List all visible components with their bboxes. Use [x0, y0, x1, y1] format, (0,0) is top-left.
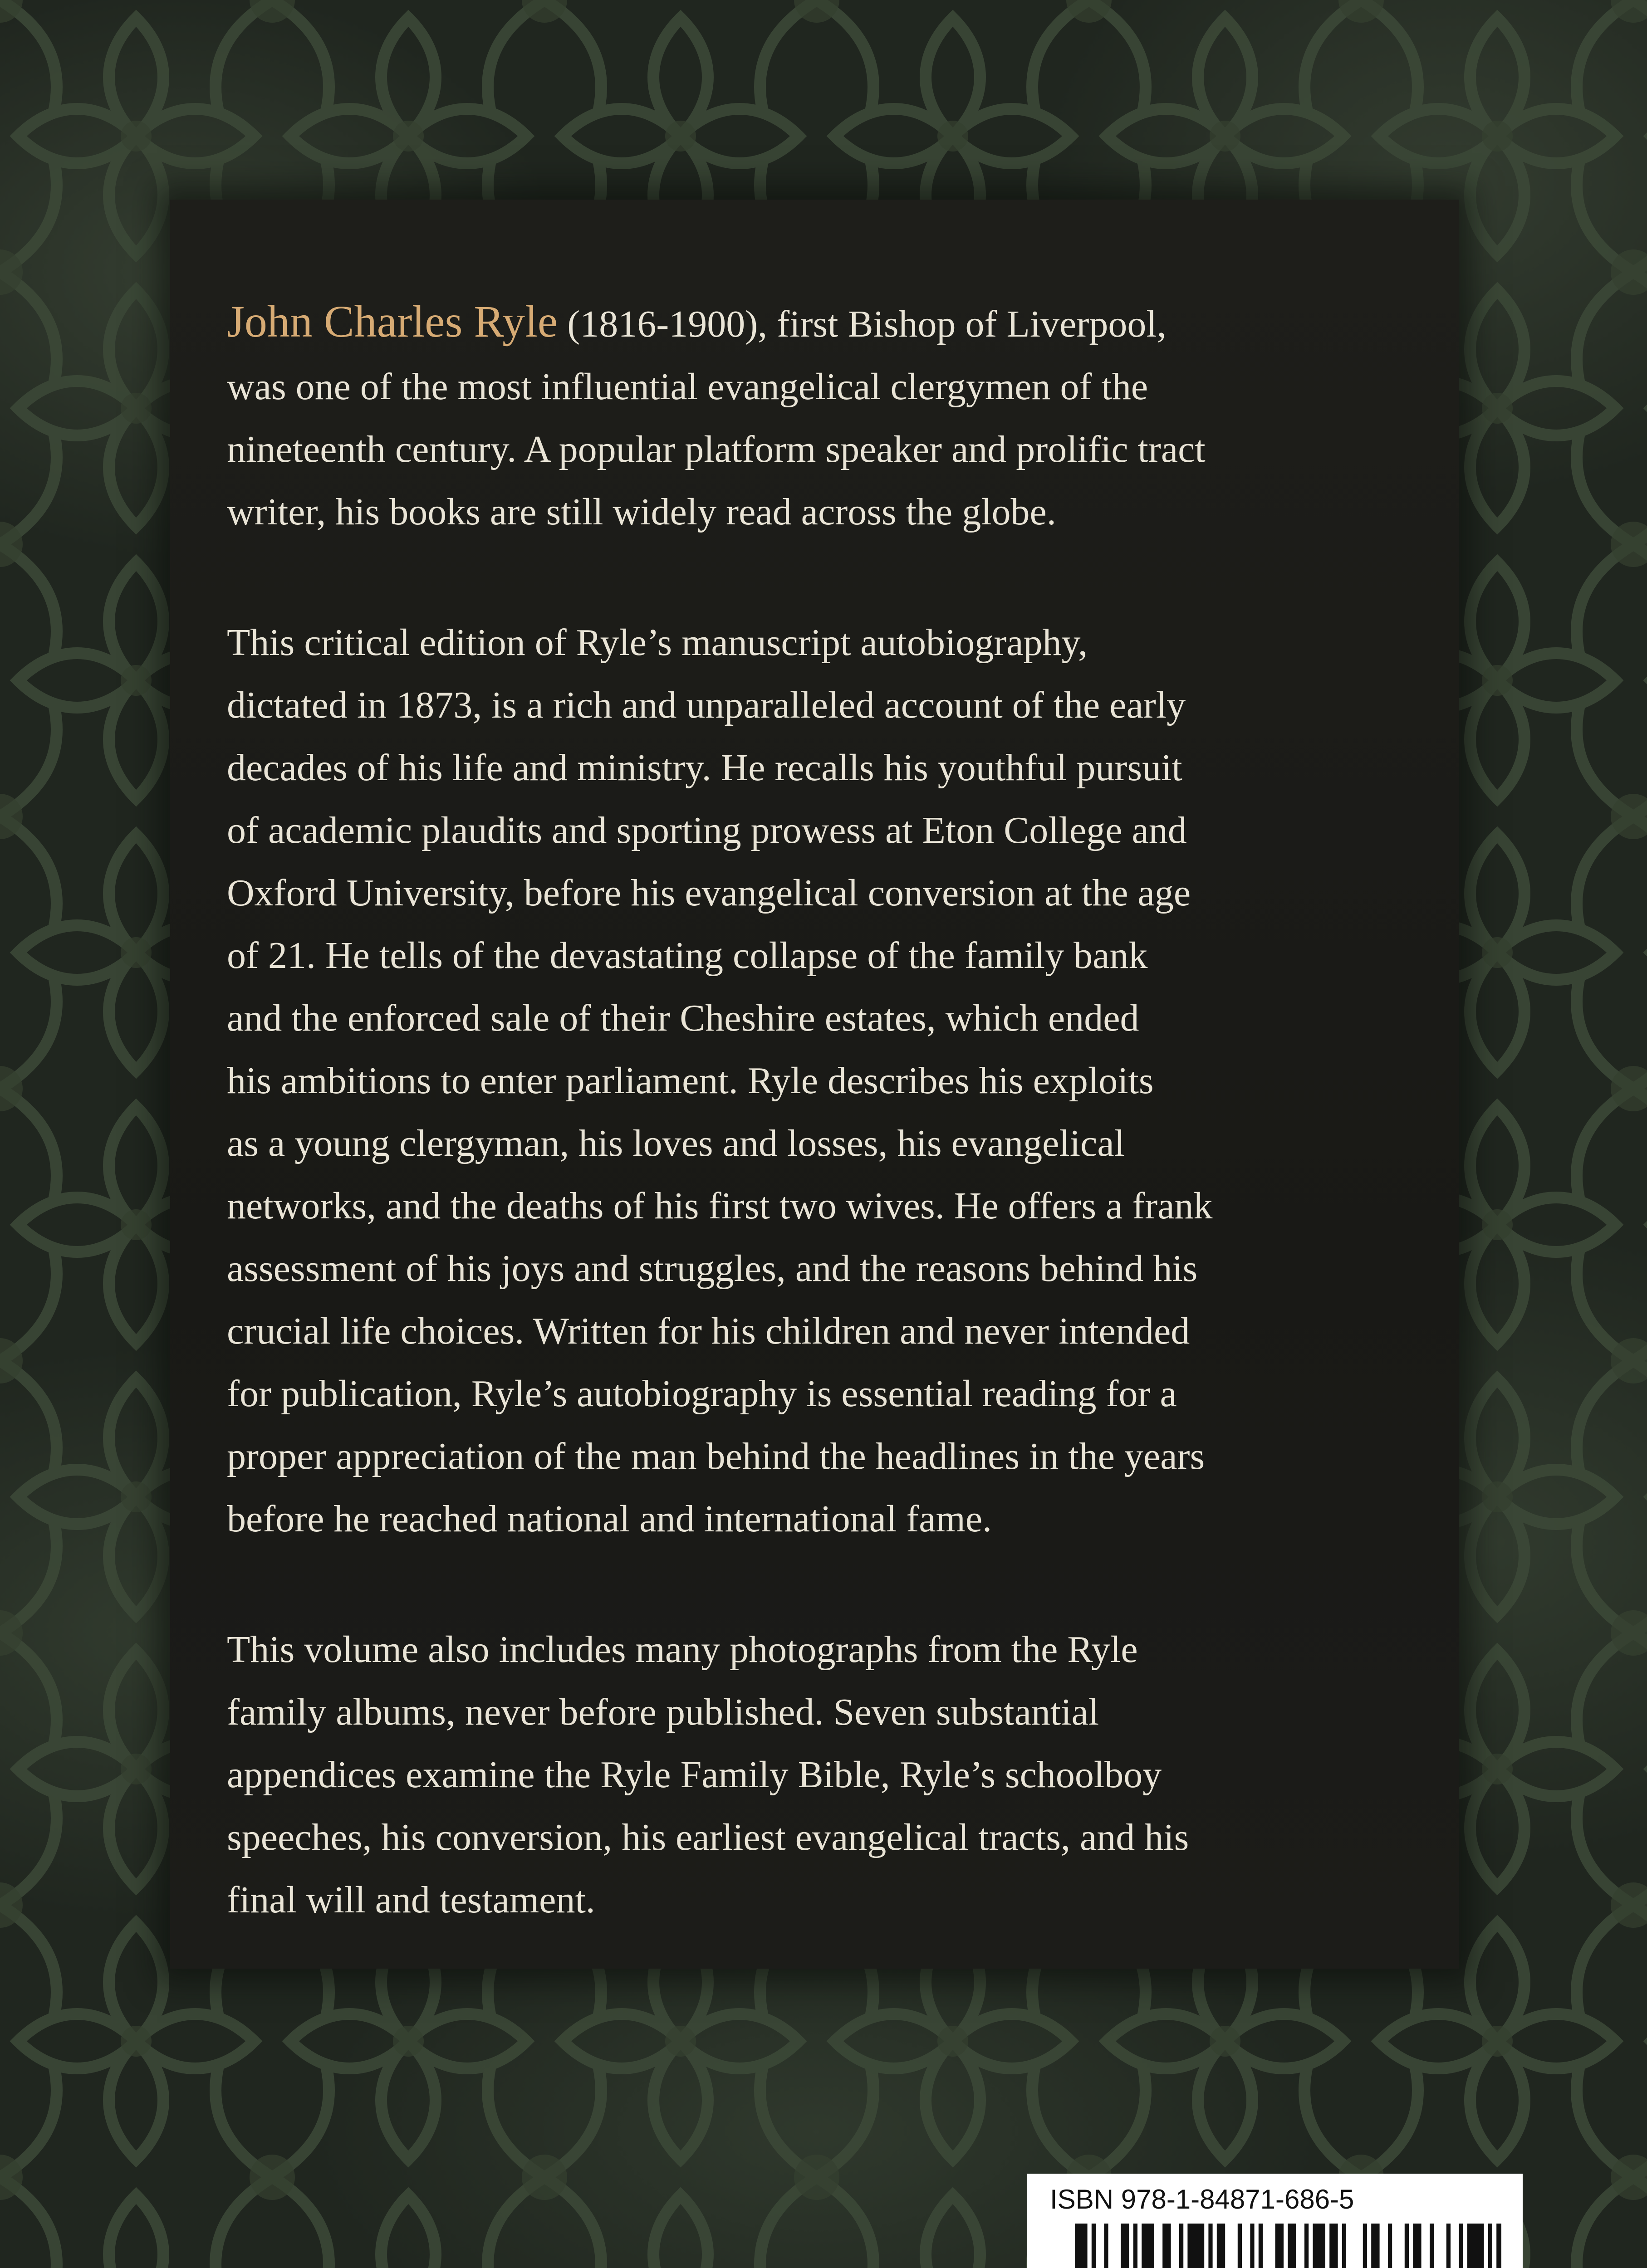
barcode-bar — [1121, 2224, 1129, 2268]
back-cover-description — [227, 290, 1407, 1999]
summary-paragraph — [227, 611, 1407, 1550]
summary-line: and the enforced sale of their Cheshire estates, which ended — [227, 997, 1139, 1039]
summary-line: as a young clergyman, his loves and losses, his evangelical — [227, 1122, 1125, 1164]
isbn-barcode — [1027, 2174, 1523, 2268]
intro-paragraph — [227, 290, 1407, 543]
barcode-bars — [1048, 2224, 1501, 2268]
contents-line: family albums, never before published. Seven substantial — [227, 1691, 1099, 1733]
barcode-bar — [1104, 2224, 1108, 2268]
barcode-bar — [1371, 2224, 1379, 2268]
barcode-bar — [1496, 2224, 1501, 2268]
contents-line: This volume also includes many photographs from the Ryle — [227, 1628, 1138, 1671]
contents-line: final will and testament. — [227, 1879, 595, 1921]
summary-line: his ambitions to enter parliament. Ryle describes his exploits — [227, 1060, 1154, 1102]
barcode-bar — [1342, 2224, 1346, 2268]
summary-line: of 21. He tells of the devastating collapse of the family bank — [227, 934, 1148, 977]
summary-line: Oxford University, before his evangelical conversion at the age — [227, 872, 1191, 914]
summary-line: crucial life choices. Written for his children and never intended — [227, 1310, 1190, 1352]
barcode-bar — [1217, 2224, 1225, 2268]
contents-line: speeches, his conversion, his earliest evangelical tracts, and his — [227, 1816, 1189, 1858]
barcode-bar — [1288, 2224, 1296, 2268]
summary-line: networks, and the deaths of his first two wives. He offers a frank — [227, 1185, 1213, 1227]
barcode-bar — [1446, 2224, 1451, 2268]
isbn-label: ISBN 978-1-84871-686-5 — [1050, 2184, 1354, 2214]
barcode-bar — [1304, 2224, 1309, 2268]
summary-line: before he reached national and international fame. — [227, 1498, 992, 1540]
barcode-bar — [1075, 2224, 1088, 2268]
barcode-bar — [1208, 2224, 1212, 2268]
author-name: John Charles Ryle — [227, 296, 558, 347]
barcode-bar — [1238, 2224, 1242, 2268]
summary-line: assessment of his joys and struggles, and the reasons behind his — [227, 1247, 1198, 1290]
barcode-bar — [1405, 2224, 1409, 2268]
intro-line: writer, his books are still widely read across the globe. — [227, 491, 1056, 533]
barcode-bar — [1459, 2224, 1463, 2268]
intro-line: was one of the most influential evangelical clergymen of the — [227, 366, 1148, 408]
barcode-bar — [1250, 2224, 1254, 2268]
barcode-bar — [1275, 2224, 1284, 2268]
barcode-bar — [1363, 2224, 1367, 2268]
barcode-bar — [1388, 2224, 1392, 2268]
intro-line: (1816-1900), first Bishop of Liverpool, — [558, 303, 1167, 345]
barcode-bar — [1413, 2224, 1421, 2268]
barcode-bar — [1259, 2224, 1263, 2268]
summary-line: for publication, Ryle’s autobiography is essential reading for a — [227, 1373, 1177, 1415]
barcode-bar — [1329, 2224, 1338, 2268]
summary-line: of academic plaudits and sporting prowess at Eton College and — [227, 809, 1187, 851]
barcode-bar — [1142, 2224, 1154, 2268]
summary-line: decades of his life and ministry. He recalls his youthful pursuit — [227, 747, 1182, 789]
contents-paragraph — [227, 1618, 1407, 1931]
barcode-bar — [1179, 2224, 1183, 2268]
barcode-bar — [1187, 2224, 1204, 2268]
intro-line: nineteenth century. A popular platform speaker and prolific tract — [227, 428, 1206, 470]
barcode-bar — [1092, 2224, 1096, 2268]
barcode-bar — [1162, 2224, 1171, 2268]
barcode-bar — [1313, 2224, 1325, 2268]
barcode-bar — [1488, 2224, 1492, 2268]
summary-line: dictated in 1873, is a rich and unparalleled account of the early — [227, 684, 1186, 726]
barcode-bar — [1430, 2224, 1434, 2268]
summary-line: This critical edition of Ryle’s manuscript autobiography, — [227, 621, 1088, 664]
barcode-bar — [1467, 2224, 1484, 2268]
contents-line: appendices examine the Ryle Family Bible, Ryle’s schoolboy — [227, 1754, 1162, 1796]
barcode-bar — [1133, 2224, 1137, 2268]
summary-line: proper appreciation of the man behind the headlines in the years — [227, 1435, 1205, 1477]
